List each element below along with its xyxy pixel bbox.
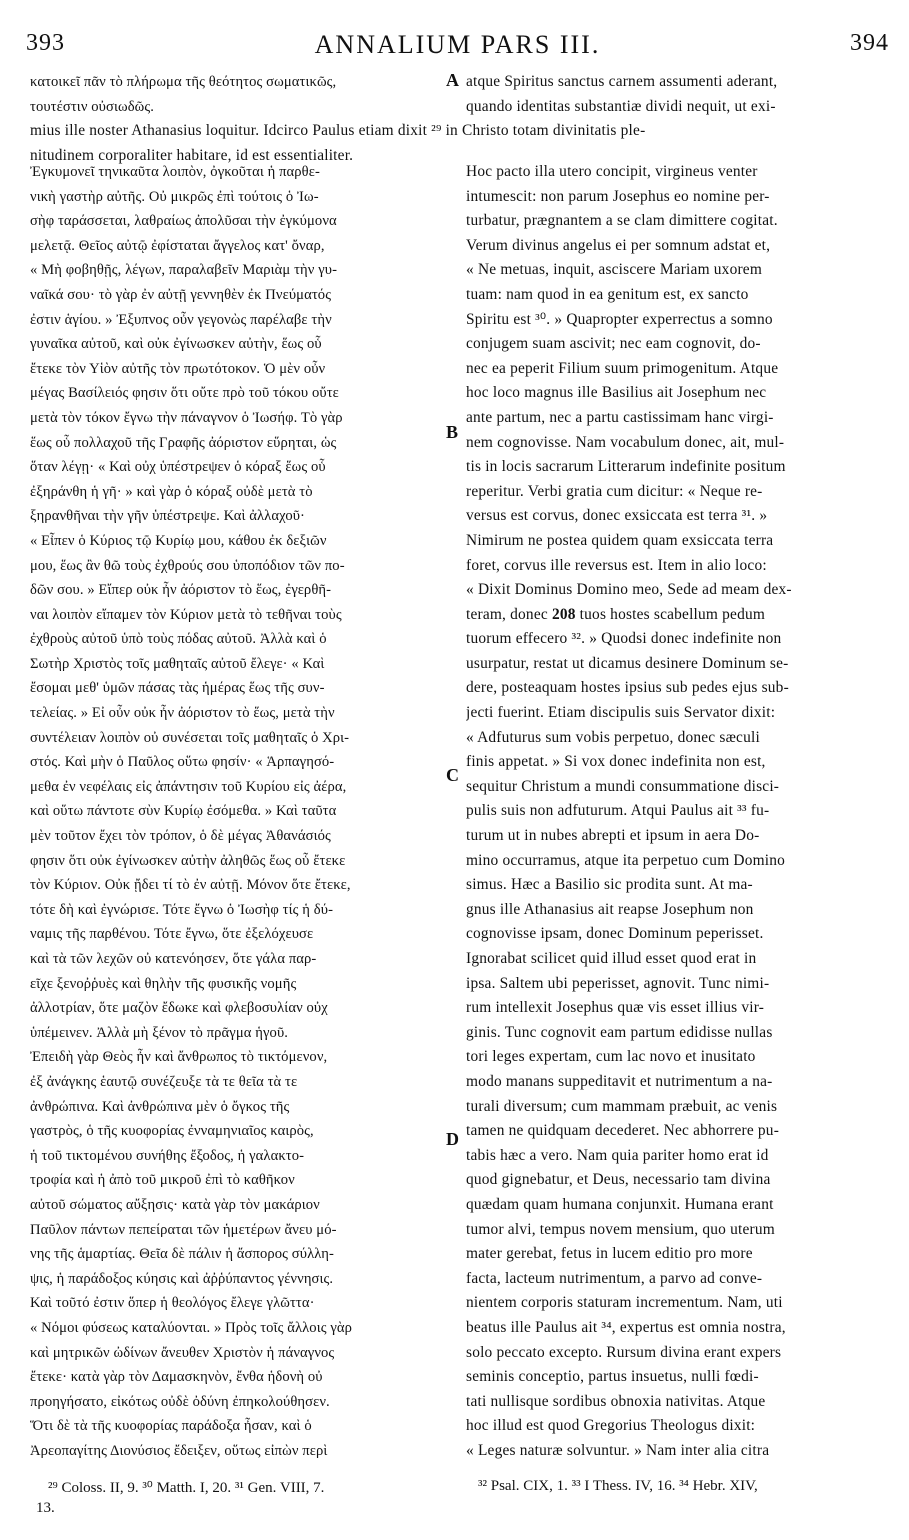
margin-marker-d: D: [446, 1129, 459, 1149]
text-line: Nimirum ne postea quidem quam exsiccata terra: [466, 531, 774, 549]
text-line: μέγας Βασίλειός φησιν ὅτι οὔτε πρὸ τοῦ τόκου οὔτε: [30, 385, 339, 402]
text-line: foret, corvus ille reversus est. Item in alio loco:: [466, 556, 767, 574]
page-number-right: 394: [850, 30, 889, 56]
text-line: tuorum effecero ³². » Quodsi donec indefinite non: [466, 630, 782, 648]
text-line: καὶ τὰ τῶν λεχῶν οὐ κατενόησεν, ὅτε γάλα παρ-: [30, 951, 317, 967]
text-line: νικὴ γαστὴρ αὐτῆς. Οὐ μικρῶς ἐπὶ τούτοις ὁ Ἰω-: [30, 188, 319, 205]
text-line: Παῦλον πάντων πεπείραται τῶν ἡμετέρων ἄνευ μό-: [30, 1221, 337, 1238]
text-line: μεθα ἐν νεφέλαις εἰς ἀπάντησιν τοῦ Κυρίου εἰς ἀέρα,: [30, 778, 347, 795]
text-line: ἐχθροὺς αὐτοῦ ὑπὸ τοὺς πόδας αὐτοῦ. Ἀλλὰ καὶ ὁ: [30, 631, 327, 648]
text-line: hoc illud est quod Gregorius Theologus dixit:: [466, 1417, 756, 1435]
text-line: beatus ille Paulus ait ³⁴, expertus est omnia nostra,: [466, 1318, 786, 1336]
footnotes-left-continued: 13.: [36, 1500, 55, 1516]
text-line: mater gerebat, fetus in lucem editio pro more: [466, 1245, 753, 1263]
text-line: « Εἶπεν ὁ Κύριος τῷ Κυρίῳ μου, κάθου ἐκ δεξιῶν: [30, 532, 327, 549]
text-line: ante partum, nec a partu castissimam hanc virgi-: [466, 408, 774, 426]
text-line: conjugem suam ascivit; nec eam cognovit, do-: [466, 335, 761, 353]
bold-page-ref: 208: [551, 605, 576, 623]
text-line: quædam quam humana conjunxit. Humana erant: [466, 1195, 774, 1213]
text-line: pulis suis non adfuturum. Atqui Paulus ait ³³ fu-: [466, 802, 770, 820]
text-line: turbatur, prægnantem a se clam dimittere cogitat.: [466, 212, 778, 230]
text-line: φησιν ὅτι οὐκ ἐγίνωσκεν αὐτὴν ἀληθῶς ἕως οὗ ἔτεκε: [30, 852, 346, 869]
text-line: μου, ἕως ἂν θῶ τοὺς ἐχθρούς σου ὑποπόδιον τῶν πο-: [30, 557, 345, 574]
text-line: « Μὴ φοβηθῇς, λέγων, παραλαβεῖν Μαριὰμ τὴν γυ-: [30, 262, 338, 279]
text-line: ἀνθρώπινα. Καὶ ἀνθρώπινα μὲν ὁ ὄγκος τῆς: [30, 1098, 290, 1115]
text-line: modo manans suppeditavit et nutrimentum a na-: [466, 1072, 773, 1090]
text-line: tabis hæc a vero. Nam quia pariter homo erat id: [466, 1146, 769, 1164]
margin-marker-c: C: [446, 765, 459, 785]
text-line: τὸν Κύριον. Οὐκ ᾔδει τί τὸ ἐν αὐτῇ. Μόνον ὅτε ἔτεκε,: [30, 877, 351, 894]
text-line: Ἐγκυμονεῖ τηνικαῦτα λοιπὸν, ὀγκοῦται ἡ παρθε-: [30, 164, 320, 180]
text-line: τότε δὴ καὶ ἐγνώρισε. Τότε ἔγνω ὁ Ἰωσὴφ τίς ἡ δύ-: [30, 901, 334, 918]
text-line: tis in locis sacrarum Litterarum indefinite positum: [466, 458, 786, 476]
text-line: gnus ille Athanasius ait reapse Josephum non: [466, 900, 754, 918]
text-line: nec ea peperit Filium suum primogenitum. Atque: [466, 359, 779, 377]
text-line: τουτέστιν οὐσιωδῶς.: [30, 98, 155, 115]
text-line: quod gignebatur, et Deus, necessario tam divina: [466, 1171, 771, 1189]
margin-marker-a: A: [446, 70, 459, 90]
text-line: ἀλλοτρίαν, ὅτε μαζὸν ἔδωκε καὶ φλεβοσυλίαν οὐχ: [30, 1000, 328, 1017]
text-line: προηγήσατο, εἰκότως οὐδὲ ὀδύνη ἐπηκολούθησεν.: [30, 1393, 330, 1410]
text-line: « Νόμοι φύσεως καταλύονται. » Πρὸς τοῖς ἄλλοις γὰρ: [30, 1319, 353, 1336]
text-line: dere, posteaquam hostes ipsius sub pedes ejus sub-: [466, 679, 789, 697]
text-line: mius ille noster Athanasius loquitur. Idcirco Paulus etiam dixit ²⁹ in Christo totam divinitatis ple-: [30, 122, 646, 139]
text-line: ὑπέμεινεν. Ἀλλὰ μὴ ξένον τὸ πρᾶγμα ἡγοῦ.: [30, 1024, 289, 1041]
text-line: στός. Καὶ μὴν ὁ Παῦλος οὕτω φησίν· « Ἁρπαγησό-: [30, 754, 335, 771]
text-line: nientem corporis staturam incrementum. Nam, uti: [466, 1294, 783, 1312]
text-line: turali diversum; cum mammam præbuit, ac venis: [466, 1097, 778, 1115]
text-line: « Dixit Dominus Domino meo, Sede ad meam dex-: [466, 581, 792, 599]
text-line: σὴφ ταράσσεται, λαθραίως ἀπολῦσαι τὴν ἐγκύμονα: [30, 213, 337, 230]
text-line: turum ut in nubes abrepti et ipsum in aera Do-: [466, 827, 760, 845]
text-line: quando identitas substantiæ dividi nequit, ut exi-: [466, 97, 776, 115]
text-line: sequitur Christum a mundi consummatione disci-: [466, 777, 780, 795]
text-line: μελετᾷ. Θεῖος αὐτῷ ἐφίσταται ἄγγελος κατ' ὄναρ,: [30, 237, 325, 254]
text-line: συντέλειαν λοιπὸν οὐ συνέσεται τοῖς μαθηταῖς ὁ Χρι-: [30, 729, 350, 746]
text-line: Hoc pacto illa utero concipit, virgineus venter: [466, 163, 758, 180]
text-line: « Ne metuas, inquit, asciscere Mariam uxorem: [466, 261, 762, 279]
text-line: καὶ οὕτω πάντοτε σὺν Κυρίῳ ἐσόμεθα. » Καὶ ταῦτα: [30, 803, 337, 820]
text-line: ὅταν λέγῃ· « Καὶ οὐχ ὑπέστρεψεν ὁ κόραξ ἕως οὗ: [30, 459, 326, 476]
text-line: teram, donec 208 tuos hostes scabellum pedum: [466, 605, 766, 623]
text-line: καὶ μητρικῶν ὠδίνων ἄνευθεν Χριστὸν ἡ πάναγνος: [30, 1344, 335, 1361]
latin-top-lines: [466, 70, 886, 119]
text-line: jecti fuerint. Etiam discipulis suis Servator dixit:: [466, 704, 776, 722]
text-line: seminis conceptio, partus insuetus, nulli fœdi-: [466, 1368, 759, 1386]
greek-top-lines: [30, 70, 442, 119]
page-number-left: 393: [26, 30, 65, 56]
text-line: ναῖκά σου· τὸ γὰρ ἐν αὐτῇ γεννηθὲν ἐκ Πνεύματός: [30, 286, 332, 303]
footnotes-right: ³² Psal. CIX, 1. ³³ I Thess. IV, 16. ³⁴ Hebr. XIV,: [478, 1478, 758, 1494]
footnotes-left: ²⁹ Coloss. II, 9. ³⁰ Matth. I, 20. ³¹ Gen. VIII, 7.: [48, 1480, 325, 1496]
text-line: nitudinem corporaliter habitare, id est essentialiter.: [30, 146, 354, 164]
text-line: Ὅτι δὲ τὰ τῆς κυοφορίας παράδοξα ἦσαν, καὶ ὁ: [30, 1418, 312, 1435]
text-line: hoc loco magnus ille Basilius ait Josephum nec: [466, 384, 767, 402]
text-line: ἔσομαι μεθ' ὑμῶν πάσας τὰς ἡμέρας ἕως τῆς συν-: [30, 680, 325, 697]
text-line: νης τῆς ἁμαρτίας. Θεῖα δὲ πάλιν ἡ ἄσπορος σύλλη-: [30, 1246, 334, 1263]
text-line: ἔτεκε· κατὰ γὰρ τὸν Δαμασκηνὸν, ἔνθα ἡδονὴ οὐ: [30, 1369, 323, 1386]
text-line: tori leges expertam, cum lac novo et inusitato: [466, 1048, 756, 1066]
text-line: tumor alvi, tempus novem mensium, quo uterum: [466, 1220, 775, 1238]
text-line: mino occurramus, atque ita perpetuo cum Domino: [466, 851, 786, 869]
text-line: μὲν τοῦτον ἔχει τὸν τρόπον, ὁ δὲ μέγας Ἀθανάσιός: [30, 828, 331, 845]
text-line: tamen ne quidquam decederet. Nec abhorrere pu-: [466, 1122, 780, 1140]
text-line: Σωτὴρ Χριστὸς τοῖς μαθηταῖς αὐτοῦ ἔλεγε· « Καὶ: [30, 655, 325, 672]
text-line: ἔτεκε τὸν Υἱὸν αὐτῆς τὸν πρωτότοκον. Ὁ μὲν οὖν: [30, 360, 326, 377]
text-line: simus. Hæc a Basilio sic prodita sunt. At ma-: [466, 876, 753, 894]
text-line: ἡ τοῦ τικτομένου συνήθης ἔξοδος, ἡ γαλακτο-: [30, 1147, 305, 1164]
text-line: solo peccato excepto. Rursum divina erant expers: [466, 1343, 782, 1361]
text-line: Spiritu est ³⁰. » Quapropter experrectus a somno: [466, 310, 773, 328]
text-line: cognovisse ipsam, donec Dominum peperisset.: [466, 925, 764, 943]
text-line: tati nullisque sordibus obnoxia nativitas. Atque: [466, 1392, 766, 1410]
text-line: εῖχε ξενοῤῥυὲς καὶ θηλὴν τῆς φυσικῆς νομῆς: [30, 975, 297, 992]
text-line: ginis. Tunc cognovit eam partum edidisse nullas: [466, 1023, 773, 1041]
text-line: versus est corvus, donec exsiccata est terra ³¹. »: [466, 507, 768, 525]
text-line: rum intellexit Josephus quæ vis esset illius vir-: [466, 999, 765, 1017]
running-title: ANNALIUM PARS III.: [314, 30, 601, 59]
text-line: ipsa. Saltem ubi peperisset, agnovit. Tunc nimi-: [466, 974, 770, 992]
text-line: finis appetat. » Si vox donec indefinita non est,: [466, 753, 766, 771]
text-line: γυναῖκα αὐτοῦ, καὶ οὐκ ἐγίνωσκεν αὐτὴν, ἕως οὗ: [30, 336, 322, 353]
text-line: τελείας. » Εἰ οὖν οὐκ ἦν ἀόριστον τὸ ἕως, μετὰ τὴν: [30, 705, 335, 722]
text-line: reperitur. Verbi gratia cum dicitur: « Neque re-: [466, 482, 763, 500]
text-line: Ἀρεοπαγίτης Διονύσιος ἔδειξεν, οὕτως εἰπὼν περὶ: [30, 1442, 328, 1459]
text-line: ἕως οὗ πολλαχοῦ τῆς Γραφῆς ἀόριστον εὕρηται, ὡς: [30, 434, 337, 451]
text-line: facta, lacteum nutrimentum, a parvo ad conve-: [466, 1269, 763, 1287]
text-line: ναμις τῆς παρθένου. Τότε ἔγνω, ὅτε ἐξελόχευσε: [30, 926, 314, 943]
text-line: Ἐπειδὴ γὰρ Θεὸς ἦν καὶ ἄνθρωπος τὸ τικτόμενον,: [30, 1049, 328, 1066]
text-line: Ignorabat scilicet quid illud esset quod erat in: [466, 950, 757, 967]
greek-column: [30, 160, 442, 1463]
text-line: tuam: nam quod in ea genitum est, ex sancto: [466, 285, 749, 303]
text-line: « Leges naturæ solvuntur. » Nam inter alia citra: [466, 1441, 770, 1459]
latin-column: [466, 160, 886, 1463]
text-line: Verum divinus angelus ei per somnum adstat et,: [466, 236, 771, 254]
text-line: δῶν σου. » Εἴπερ οὐκ ἦν ἀόριστον τὸ ἕως, ἐγερθῆ-: [30, 582, 332, 599]
text-line: ἐξ ἀνάγκης ἑαυτῷ συνέζευξε τὰ τε θεῖα τὰ τε: [30, 1073, 298, 1090]
text-line: μετὰ τὸν τόκον ἔγνω τὴν πάναγνον ὁ Ἰωσήφ. Τὸ γὰρ: [30, 409, 343, 426]
text-line: Καὶ τοῦτό ἐστιν ὅπερ ἡ θεολόγος ἔλεγε γλῶττα·: [30, 1295, 315, 1312]
page-header: [26, 30, 889, 64]
text-line: intumescit: non parum Josephus eo nomine per-: [466, 187, 770, 205]
text-line: ξηρανθῆναι τὴν γῆν ὑπέστρεψε. Καὶ ἀλλαχοῦ·: [30, 508, 306, 525]
text-line: τροφία καὶ ἡ ἀπὸ τοῦ μικροῦ ἐπὶ τὸ καθῆκον: [30, 1172, 295, 1189]
text-line: ἐστιν ἁγίου. » Ἐξυπνος οὖν γεγονὼς παρέλαβε τὴν: [30, 311, 332, 328]
text-line: ναι λοιπὸν εἴπαμεν τὸν Κύριον μετὰ τὸ τεθῆναι τοὺς: [30, 606, 342, 623]
margin-marker-b: B: [446, 422, 459, 442]
text-line: nem cognovisse. Nam vocabulum donec, ait, mul-: [466, 433, 785, 451]
text-line: usurpatur, restat ut dicamus desinere Dominum se-: [466, 654, 789, 672]
text-line: « Adfuturus sum vobis perpetuo, donec sæculi: [466, 728, 760, 746]
text-line: ψις, ἡ παράδοξος κύησις καὶ ἀῤῥύπαντος γέννησις.: [30, 1270, 334, 1287]
text-line: atque Spiritus sanctus carnem assumenti aderant,: [466, 73, 778, 90]
text-line: αὐτοῦ σώματος αὔξησις· κατὰ γὰρ τὸν μακάριον: [30, 1196, 320, 1213]
text-line: ἐξηράνθη ἡ γῆ· » καὶ γὰρ ὁ κόραξ οὐδὲ μετὰ τὸ: [30, 483, 313, 500]
text-line: κατοικεῖ πᾶν τὸ πλήρωμα τῆς θεότητος σωματικῶς,: [30, 74, 337, 90]
text-line: γαστρὸς, ὁ τῆς κυοφορίας ἐνναμηνιαῖος καιρὸς,: [30, 1123, 314, 1140]
